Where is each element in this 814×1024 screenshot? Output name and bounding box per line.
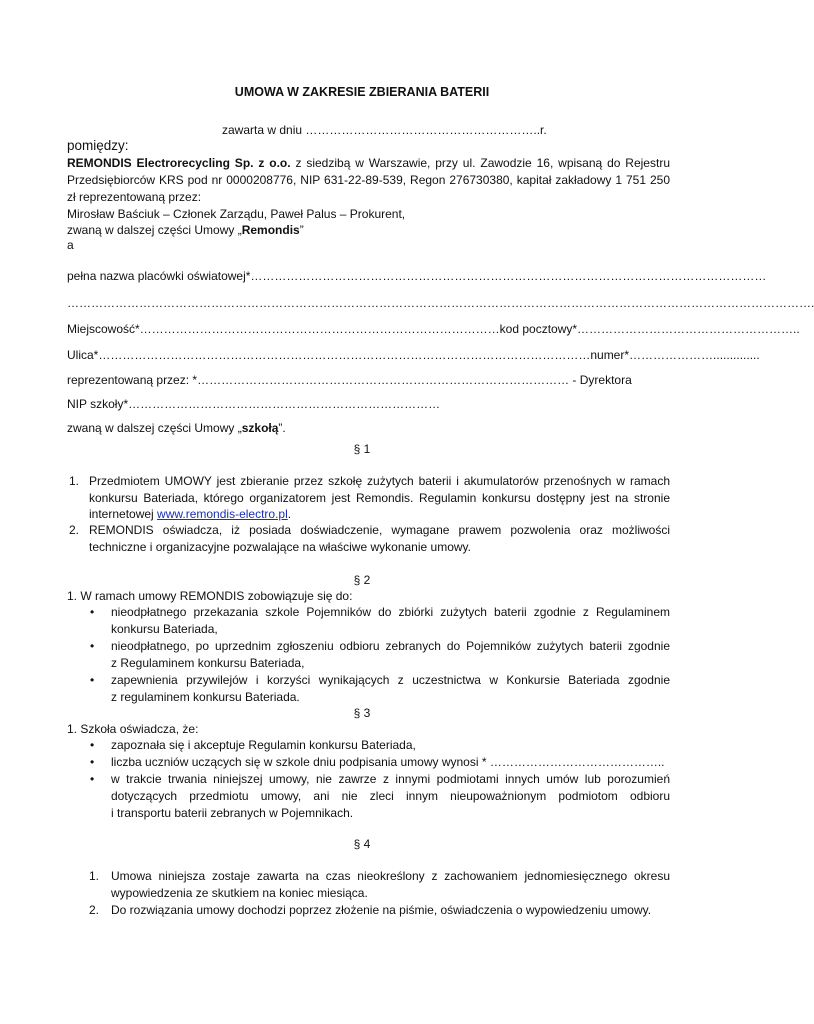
nip-field[interactable]: NIP szkoły*…………………………………………………………………… xyxy=(67,397,441,411)
section-3-intro: 1. Szkoła oświadcza, że: xyxy=(67,722,199,736)
date-line: zawarta w dniu …………………………………………………..r. xyxy=(222,123,547,137)
section-1-item-1-line-3-post: . xyxy=(287,507,292,521)
company-alias xyxy=(67,222,304,238)
city-postcode-field[interactable]: Miejscowość*………………………………………………………………………………kod pocztowy*……………………………………………….. xyxy=(67,322,800,336)
section-1-item-1-line-3-pre: internetowej xyxy=(89,507,158,521)
company-line-1 xyxy=(67,155,670,172)
school-alias-pre: zwaną w dalszej części Umowy „ xyxy=(67,421,242,435)
bullet-icon: • xyxy=(90,772,95,786)
section-2-bullet-2-line-1: nieodpłatnego, po uprzednim zgłoszeniu odbioru zebranych do Pojemników zużytych baterii zgodnie xyxy=(111,639,670,653)
section-4-item-1-number: 1. xyxy=(89,869,100,883)
section-4-item-2-line-1: Do rozwiązania umowy dochodzi poprzez złożenie na piśmie, oświadczenia o wypowiedzeniu umowy. xyxy=(111,903,652,917)
school-name-field[interactable]: pełna nazwa placówki oświatowej*………………………………………………………………………………………………………………… xyxy=(67,269,767,283)
bullet-icon: • xyxy=(90,755,95,769)
section-3-bullet-3-line-3: i transportu baterii zebranych w Pojemnikach. xyxy=(111,806,354,820)
section-4-heading: § 4 xyxy=(353,837,371,851)
school-name-field-cont[interactable]: ……………………………………………………………………………………………………………………………………………………………………. xyxy=(67,296,814,310)
section-3-bullet-1: zapoznała się i akceptuje Regulamin konkursu Bateriada, xyxy=(111,738,416,752)
bullet-icon: • xyxy=(90,738,95,752)
company-alias-post: ” xyxy=(299,223,304,237)
section-2-bullet-1-line-2: konkursu Bateriada, xyxy=(111,622,218,636)
remondis-website-link[interactable]: www.remondis-electro.pl xyxy=(157,507,288,521)
section-2-bullet-3-line-1: zapewnienia przywilejów i korzyści wynikających z uczestnictwa w Konkursie Bateriada zgodnie xyxy=(111,673,670,687)
company-alias-name: Remondis xyxy=(241,223,300,237)
section-2-intro: 1. W ramach umowy REMONDIS zobowiązuje się do: xyxy=(67,589,353,603)
section-2-bullet-2-line-2: z Regulaminem konkursu Bateriada, xyxy=(111,656,305,670)
section-2-bullet-1-line-1: nieodpłatnego przekazania szkole Pojemników do zbiórki zużytych baterii zgodnie z Regulaminem xyxy=(111,605,670,619)
company-line-2: Przedsiębiorców KRS pod nr 0000208776, NIP 631-22-89-539, Regon 276730380, kapitał zakładowy 1 751 250 xyxy=(67,173,670,187)
section-4-item-1-line-2: wypowiedzenia ze skutkiem na koniec miesiąca. xyxy=(111,886,368,900)
section-3-bullet-3-line-2: dotyczących przedmiotu umowy, ani nie zleci innym nieupoważnionym podmiotom odbioru xyxy=(111,789,670,803)
section-1-item-2-line-2: techniczne i organizacyjne pozwalające na właściwe wykonanie umowy. xyxy=(89,540,471,554)
bullet-icon: • xyxy=(90,639,95,653)
company-name: REMONDIS Electrorecycling Sp. z o.o. xyxy=(67,156,291,170)
director-field[interactable]: reprezentowaną przez: *………………………………………………………………………………… - Dyrektora xyxy=(67,373,632,387)
section-1-item-1-line-2: konkursu Bateriada, którego organizatorem jest Remondis. Regulamin konkursu dostępny jest na stronie xyxy=(89,491,670,505)
section-3-bullet-2[interactable]: liczba uczniów uczących się w szkole dniu podpisania umowy wynosi * …………………………………….. xyxy=(111,755,665,769)
and-label: a xyxy=(67,238,74,252)
section-1-heading: § 1 xyxy=(353,442,371,456)
section-3-heading: § 3 xyxy=(353,706,371,720)
section-1-item-1-line-1: Przedmiotem UMOWY jest zbieranie przez szkołę zużytych baterii i akumulatorów przenośnych w ramach xyxy=(89,474,670,488)
section-4-item-1-line-1: Umowa niniejsza zostaje zawarta na czas nieokreślony z zachowaniem jednomiesięcznego okresu xyxy=(111,869,670,883)
section-2-bullet-3-line-2: z regulaminem konkursu Bateriada. xyxy=(111,690,300,704)
company-line-3: zł reprezentowaną przez: xyxy=(67,190,202,204)
street-number-field[interactable]: Ulica*……………………………………………………………………………………………………………numer*………………….............. xyxy=(67,348,760,362)
section-3-bullet-3-line-1: w trakcie trwania niniejszej umowy, nie zawrze z innymi podmiotami innych umów lub porozumień xyxy=(111,772,670,786)
bullet-icon: • xyxy=(90,605,95,619)
section-4-item-2-number: 2. xyxy=(89,903,100,917)
school-alias-post: ”. xyxy=(278,421,286,435)
section-1-item-2-line-1: REMONDIS oświadcza, iż posiada doświadczenie, wymagane prawem pozwolenia oraz możliwości xyxy=(89,523,670,537)
company-representatives: Mirosław Baściuk – Członek Zarządu, Paweł Palus – Prokurent, xyxy=(67,207,406,221)
school-alias-name: szkołą xyxy=(241,421,279,435)
section-2-heading: § 2 xyxy=(353,573,371,587)
company-alias-pre: zwaną w dalszej części Umowy „ xyxy=(67,223,242,237)
document-title: UMOWA W ZAKRESIE ZBIERANIA BATERII xyxy=(234,85,490,99)
section-1-item-2-number: 2. xyxy=(69,523,80,537)
company-address: z siedzibą w Warszawie, przy ul. Zawodzie 16, wpisaną do Rejestru xyxy=(290,156,670,170)
bullet-icon: • xyxy=(90,673,95,687)
school-alias xyxy=(67,420,286,436)
section-1-item-1-line-3 xyxy=(89,506,291,523)
section-1-item-1-number: 1. xyxy=(69,474,80,488)
between-label: pomiędzy: xyxy=(67,138,129,153)
